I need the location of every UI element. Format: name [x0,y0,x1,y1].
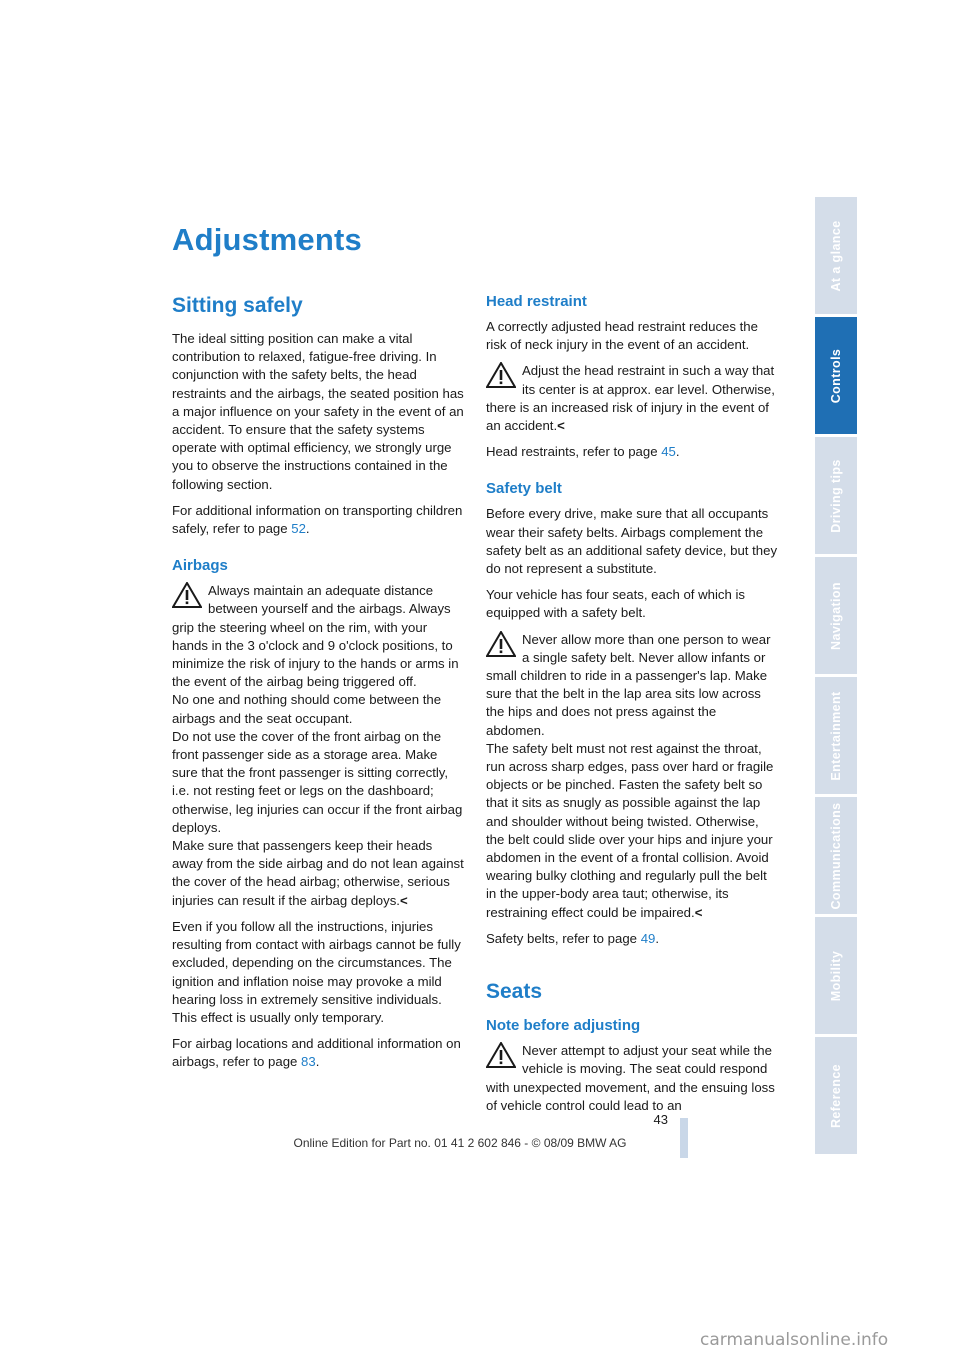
head-restraint-warning-text: Adjust the head restraint in such a way that its center is at approx. ear level. Otherwise, there is an increased risk of injury in the event of an accident. [486,363,775,434]
page-title: Adjustments [172,222,362,257]
watermark: carmanualsonline.info [700,1330,889,1350]
tab-navigation[interactable]: Navigation [815,557,857,674]
heading-seats: Seats [486,980,543,1004]
airbags-warning-text-4: Make sure that passengers keep their heads away from the side airbag and do not lean against the cover of the head airbag; otherwise, serious injuries can result if the airbag deploys. [172,838,464,908]
end-mark: < [399,892,408,908]
warning-triangle-icon [486,631,516,659]
airbags-warning-text-2: No one and nothing should come between the airbags and the seat occupant. [172,692,442,726]
head-restraint-ref-paragraph: Head restraints, refer to page 45. [486,444,680,460]
page-link-83[interactable]: 83 [301,1054,316,1070]
airbags-warning [172,582,464,910]
footer-bar [680,1118,688,1158]
warning-triangle-icon [172,582,202,610]
chapter-tab-strip [815,197,857,1157]
heading-sitting-safely: Sitting safely [172,294,303,317]
safety-belt-warning [486,631,778,922]
safety-belt-paragraph-1: Before every drive, make sure that all occupants wear their safety belts. Airbags complement the safety belt as an additional safety device, but they do not represent a substitute. [486,506,778,577]
page-link-52[interactable]: 52 [291,521,306,537]
page-link-49[interactable]: 49 [640,930,656,946]
tab-entertainment[interactable]: Entertainment [815,677,857,794]
safety-belt-ref-paragraph: Safety belts, refer to page 49. [486,930,660,946]
tab-reference[interactable]: Reference [815,1037,857,1154]
head-restraint-paragraph: A correctly adjusted head restraint reduces the risk of neck injury in the event of an accident. [486,319,758,353]
airbags-locations-paragraph: For airbag locations and additional information on airbags, refer to page 83. [172,1036,461,1070]
tab-driving-tips[interactable]: Driving tips [815,437,857,554]
heading-airbags: Airbags [172,557,228,575]
warning-triangle-icon [486,362,516,390]
left-column [172,292,464,1080]
seat-adjust-warning [486,1042,778,1115]
right-column [486,292,778,1123]
page-number: 43 [653,1112,668,1127]
footer-edition-text: Online Edition for Part no. 01 41 2 602 846 - © 08/09 BMW AG [293,1136,627,1150]
warning-triangle-icon [486,1042,516,1070]
tab-communications[interactable]: Communications [815,797,857,914]
safety-belt-paragraph-2: Your vehicle has four seats, each of which is equipped with a safety belt. [486,587,746,621]
sitting-intro-paragraph: The ideal sitting position can make a vital contribution to relaxed, fatigue-free driving. In conjunction with the safety belts, the head restraints and the airbags, the seated position has a major influence on your safety in the event of an accident. To ensure that the safety systems operate with optimal efficiency, we strongly urge you to observe the instructions contained in the following section. [172,331,464,492]
heading-note-before-adjusting: Note before adjusting [486,1017,641,1035]
seat-adjust-warning-text: Never attempt to adjust your seat while the vehicle is moving. The seat could respond with unexpected movement, and the ensuing loss of vehicle control could lead to an [486,1043,775,1113]
tab-mobility[interactable]: Mobility [815,917,857,1034]
heading-safety-belt: Safety belt [486,480,562,498]
airbags-warning-text-1: Always maintain an adequate distance between yourself and the airbags. Always grip the steering wheel on the rim, with your hands in the 3 o'clock and 9 o'clock positions, to minimize the risk of injury to the hands or arms in the event of the airbag being triggered off. [172,583,459,690]
airbags-warning-text-3: Do not use the cover of the front airbag on the front passenger side as a storage area. Make sure that the front passenger is sitting correctly, i.e. not resting feet or legs on the dashboard; otherwise, leg injuries can occur if the front airbag deploys. [172,728,463,835]
sitting-children-paragraph: For additional information on transporting children safely, refer to page 52. [172,502,463,537]
airbags-noise-paragraph: Even if you follow all the instructions, injuries resulting from contact with airbags cannot be fully excluded, depending on the circumstances. The ignition and inflation noise may provoke a mild hearing loss in extremely sensitive individuals. This effect is usually only temporary. [172,918,461,1025]
head-restraint-warning [486,362,778,435]
tab-controls[interactable]: Controls [815,317,857,434]
page-link-45[interactable]: 45 [661,444,676,460]
end-mark: < [557,418,565,434]
heading-head-restraint: Head restraint [486,293,587,310]
tab-at-a-glance[interactable]: At a glance [815,197,857,314]
end-mark: < [694,904,703,920]
safety-belt-warning-text-1: Never allow more than one person to wear a single safety belt. Never allow infants or small children to ride in a passenger's lap. Make sure that the belt in the lap area sits low across the hips and does not press against the abdomen. [486,631,771,738]
safety-belt-warning-text-2: The safety belt must not rest against the throat, run across sharp edges, pass over hard or fragile objects or be pinched. Fasten the safety belt so that it sits as snugly as possible against the lap and shoulder without being twisted. Otherwise, the belt could slide over your hips and injure your abdomen in the event of a frontal collision. Avoid wearing bulky clothing and regularly pull the belt in the upper-body area taut; otherwise, its restraining effect could be impaired. [486,740,774,920]
